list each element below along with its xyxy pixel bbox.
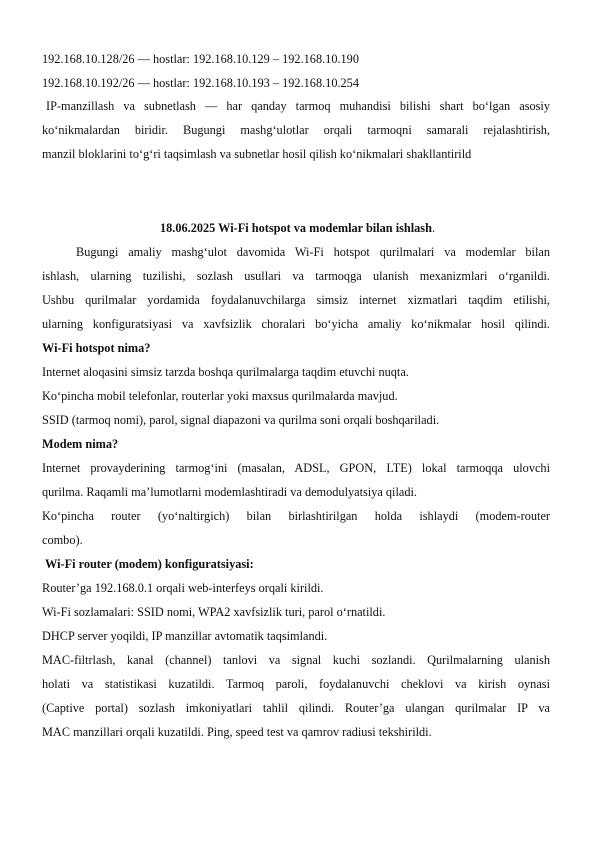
config-line: Wi-Fi sozlamalari: SSID nomi, WPA2 xavfsizlik turi, parol o‘rnatildi. — [42, 605, 386, 619]
subnet-line: 192.168.10.128/26 — hostlar: 192.168.10.129 – 192.168.10.190 — [42, 52, 359, 66]
wifi-line: SSID (tarmoq nomi), parol, signal diapazoni va qurilma soni orqali boshqariladi. — [42, 413, 440, 427]
paragraph-line: ishlash, ularning tuzilishi, sozlash usullari va tarmoqga ulanish mexanizmlari o‘rganildi. — [42, 269, 550, 283]
paragraph-line: Bugungi amaliy mashg‘ulot davomida Wi-Fi hotspot qurilmalari va modemlar bilan — [76, 245, 550, 259]
intro-line: IP-manzillash va subnetlash — har qanday tarmoq muhandisi bilishi shart bo‘lgan asosiy — [46, 99, 550, 113]
modem-heading: Modem nima? — [42, 437, 119, 451]
heading-period: . — [431, 221, 436, 235]
intro-line: manzil bloklarini to‘g‘ri taqsimlash va subnetlar hosil qilish ko‘nikmalari shakllantirild — [42, 147, 472, 161]
modem-line: qurilma. Raqamli ma’lumotlarni modemlashtiradi va demodulyatsiya qiladi. — [42, 485, 417, 499]
config-line: DHCP server yoqildi, IP manzillar avtomatik taqsimlandi. — [42, 629, 328, 643]
intro-line: ko‘nikmalardan biridir. Bugungi mashg‘ulotlar orqali tarmoqni samarali rejalashtirish, — [42, 123, 550, 137]
config-line: Router’ga 192.168.0.1 orqali web-interfeys orqali kirildi. — [42, 581, 324, 595]
heading-text: 18.06.2025 Wi-Fi hotspot va modemlar bilan ishlash — [159, 221, 432, 235]
config-heading: Wi-Fi router (modem) konfiguratsiyasi: — [45, 557, 254, 571]
modem-line: Internet provayderining tarmog‘ini (masalan, ADSL, GPON, LTE) lokal tarmoqqa ulovchi — [42, 461, 550, 475]
wifi-line: Internet aloqasini simsiz tarzda boshqa qurilmalarga taqdim etuvchi nuqta. — [42, 365, 409, 379]
final-paragraph-line: holati va statistikasi kuzatildi. Tarmoq paroli, foydalanuvchi cheklovi va kirish oynasi — [42, 677, 550, 691]
paragraph-line: ularning konfiguratsiyasi va xavfsizlik choralari bo‘yicha amaliy ko‘nikmalar hosil qilindi. — [42, 317, 550, 331]
section-heading — [0, 221, 595, 235]
wifi-line: Ko‘pincha mobil telefonlar, routerlar yoki maxsus qurilmalarda mavjud. — [42, 389, 398, 403]
final-paragraph-line: (Captive portal) sozlash imkoniyatlari tahlil qilindi. Router’ga ulangan qurilmalar IP va — [42, 701, 550, 715]
wifi-heading: Wi-Fi hotspot nima? — [42, 341, 151, 355]
subnet-line: 192.168.10.192/26 — hostlar: 192.168.10.193 – 192.168.10.254 — [42, 76, 359, 90]
modem-line: Ko‘pincha router (yo‘naltirgich) bilan birlashtirilgan holda ishlaydi (modem-router — [42, 509, 550, 523]
final-paragraph-line: MAC-filtrlash, kanal (channel) tanlovi va signal kuchi sozlandi. Qurilmalarning ulanish — [42, 653, 550, 667]
final-paragraph-line: MAC manzillari orqali kuzatildi. Ping, speed test va qamrov radiusi tekshirildi. — [42, 725, 432, 739]
modem-line: combo). — [42, 533, 83, 547]
paragraph-line: Ushbu qurilmalar yordamida foydalanuvchilarga simsiz internet xizmatlari taqdim etilishi, — [42, 293, 550, 307]
